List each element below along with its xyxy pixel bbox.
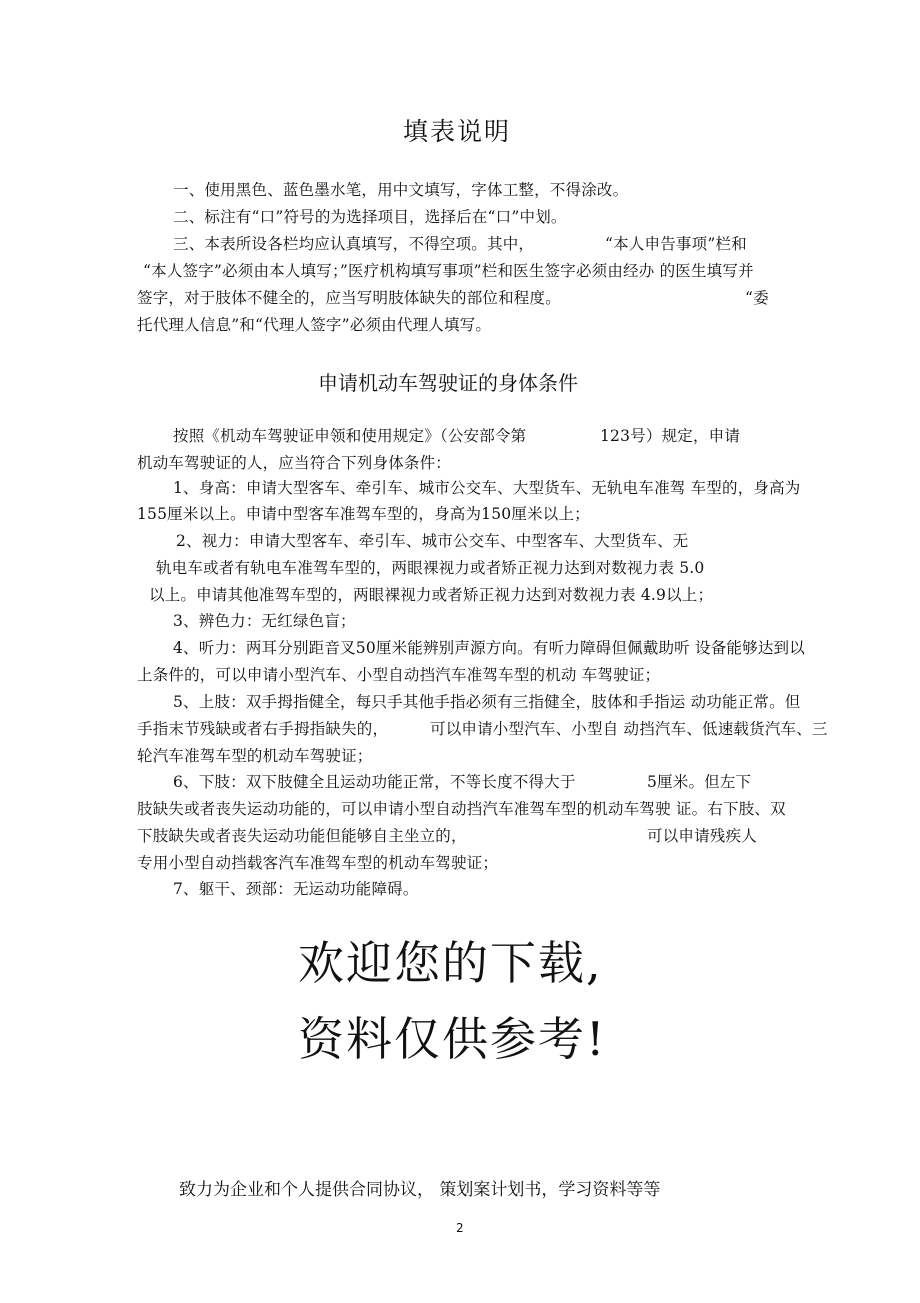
- conditions-intro-b: 123号）规定，申请: [600, 427, 741, 445]
- instruction-line-6: 托代理人信息”和“代理人签字”必须由代理人填写。: [137, 316, 492, 334]
- welcome-banner: 欢迎您的下载,: [298, 936, 603, 990]
- instruction-line-2: 二、标注有“口”符号的为选择项目，选择后在“口”中划。: [173, 208, 567, 226]
- condition-lower-3b: 可以申请残疾人: [647, 827, 757, 845]
- instruction-line-1: 一、使用黑色、蓝色墨水笔，用中文填写，字体工整，不得涂改。: [173, 181, 629, 199]
- condition-lower-3a: 下肢缺失或者丧失运动功能但能够自主坐立的，: [137, 827, 467, 845]
- condition-vision-1: 2、视力：申请大型客车、牵引车、城市公交车、中型客车、大型货车、无: [176, 532, 689, 550]
- condition-lower-1a: 6、下肢：双下肢健全且运动功能正常，不等长度不得大于: [173, 773, 576, 791]
- page-number: 2: [456, 1221, 464, 1235]
- instruction-line-5a: 签字，对于肢体不健全的，应当写明肢体缺失的部位和程度。: [137, 289, 561, 307]
- condition-lower-1b: 5厘米。但左下: [647, 773, 752, 791]
- instruction-line-4: “本人签字”必须由本人填写；”医疗机构填写事项”栏和医生签字必须由经办 的医生填写并: [143, 262, 754, 280]
- condition-vision-2: 轨电车或者有轨电车准驾车型的，两眼裸视力或者矫正视力达到对数视力表 5.0: [156, 559, 705, 577]
- instruction-line-3b: “本人申告事项”栏和: [605, 235, 747, 253]
- condition-upper-2a: 手指末节残缺或者右手拇指缺失的，: [137, 720, 389, 738]
- condition-upper-2b: 可以申请小型汽车、小型自 动挡汽车、低速载货汽车、三: [430, 720, 828, 738]
- footer-tagline: 致力为企业和个人提供合同协议， 策划案计划书，学习资料等等: [179, 1180, 661, 1200]
- conditions-intro-c: 机动车驾驶证的人，应当符合下列身体条件：: [137, 454, 452, 472]
- condition-height-1: 1、身高：申请大型客车、牵引车、城市公交车、大型货车、无轨电车准驾 车型的，身高为: [173, 479, 801, 497]
- conditions-intro-a: 按照《机动车驾驶证申领和使用规定》（公安部令第: [173, 427, 527, 445]
- instructions-title: 填表说明: [403, 117, 512, 146]
- condition-hearing-1: 4、听力：两耳分别距音叉50厘米能辨别声源方向。有听力障碍但佩戴助听 设备能够达到以: [173, 639, 805, 657]
- condition-height-2: 155厘米以上。申请中型客车准驾车型的，身高为150厘米以上；: [137, 505, 590, 523]
- condition-hearing-2: 上条件的，可以申请小型汽车、小型自动挡汽车准驾车型的机动 车驾驶证；: [137, 666, 661, 684]
- condition-color: 3、辨色力：无红绿色盲；: [173, 612, 356, 630]
- instruction-line-3a: 三、本表所设各栏均应认真填写，不得空项。其中，: [173, 235, 535, 253]
- condition-vision-3: 以上。申请其他准驾车型的，两眼裸视力或者矫正视力达到对数视力表 4.9以上；: [149, 586, 714, 604]
- condition-trunk: 7、躯干、颈部：无运动功能障碍。: [173, 880, 419, 898]
- condition-upper-1: 5、上肢：双手拇指健全，每只手其他手指必须有三指健全，肢体和手指运 动功能正常。但: [173, 693, 801, 711]
- condition-lower-2: 肢缺失或者丧失运动功能的，可以申请小型自动挡汽车准驾车型的机动车驾驶 证。右下肢、双: [137, 800, 786, 818]
- reference-banner: 资料仅供参考!: [298, 1012, 607, 1066]
- conditions-title: 申请机动车驾驶证的身体条件: [318, 371, 578, 395]
- condition-lower-4: 专用小型自动挡载客汽车准驾车型的机动车驾驶证；: [137, 854, 499, 872]
- condition-upper-3: 轮汽车准驾车型的机动车驾驶证；: [137, 747, 373, 765]
- instruction-line-5b: “委: [745, 289, 769, 307]
